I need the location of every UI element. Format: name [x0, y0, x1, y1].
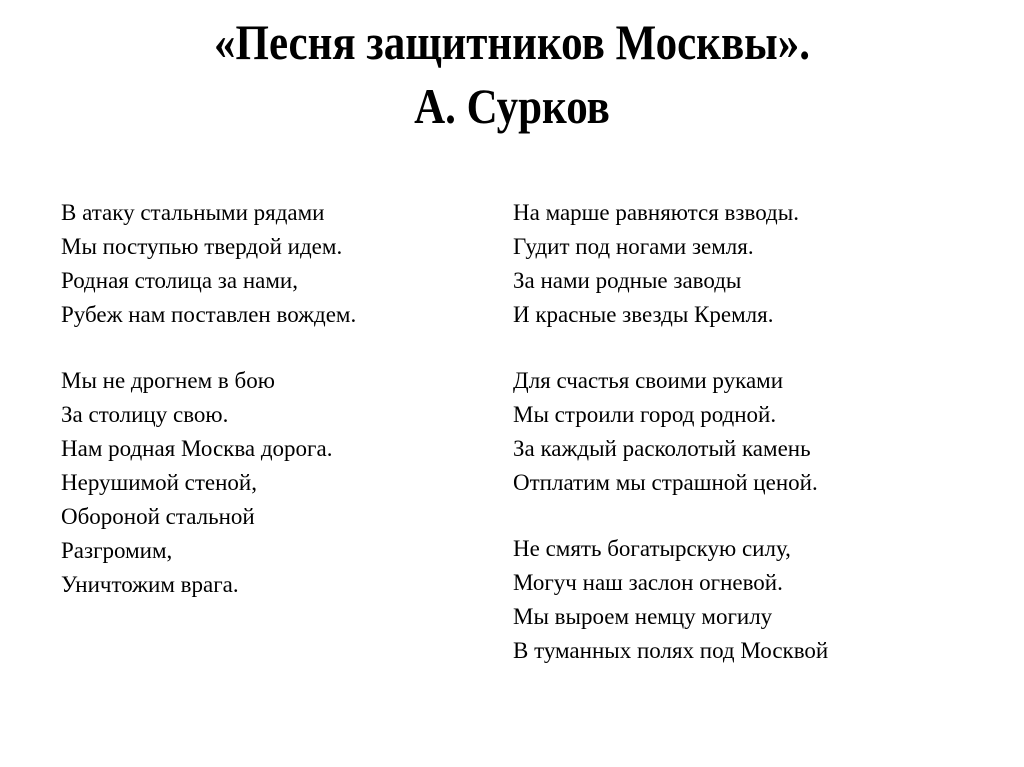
song-title: «Песня защитников Москвы». — [213, 14, 811, 70]
verse-line: На марше равняются взводы. — [513, 200, 799, 225]
verse-line: За столицу свою. — [61, 402, 229, 427]
verse-line: За нами родные заводы — [513, 268, 742, 293]
verse-line: Могуч наш заслон огневой. — [513, 570, 783, 595]
verse-line: Мы строили город родной. — [513, 402, 777, 427]
verse-line: Уничтожим врага. — [61, 572, 239, 597]
right-column — [513, 196, 828, 700]
verse-line: В атаку стальными рядами — [61, 200, 325, 225]
verse-line: Родная столица за нами, — [61, 268, 298, 293]
verse-line: В туманных полях под Москвой — [513, 638, 829, 663]
verse-line: Нерушимой стеной, — [61, 470, 257, 495]
verse-line: Отплатим мы страшной ценой. — [513, 470, 818, 495]
stanza-3 — [513, 364, 828, 500]
verse-line: Рубеж нам поставлен вождем. — [61, 302, 357, 327]
verse-line: Не смять богатырскую силу, — [513, 536, 791, 561]
stanza-1 — [61, 196, 356, 332]
stanza-4 — [513, 532, 828, 668]
author-name: А. Сурков — [414, 78, 610, 134]
verse-line: За каждый расколотый камень — [513, 436, 811, 461]
chorus — [61, 364, 356, 602]
slide-title — [0, 10, 1024, 138]
verse-line: Обороной стальной — [61, 504, 255, 529]
stanza-2 — [513, 196, 828, 332]
verse-line: Мы выроем немцу могилу — [513, 604, 773, 629]
verse-line: И красные звезды Кремля. — [513, 302, 774, 327]
verse-line: Разгромим, — [61, 538, 173, 563]
verse-line: Нам родная Москва дорога. — [61, 436, 333, 461]
verse-line: Для счастья своими руками — [513, 368, 784, 393]
verse-line: Гудит под ногами земля. — [513, 234, 754, 259]
verse-line: Мы не дрогнем в бою — [61, 368, 275, 393]
left-column — [61, 196, 356, 634]
verse-line: Мы поступью твердой идем. — [61, 234, 343, 259]
